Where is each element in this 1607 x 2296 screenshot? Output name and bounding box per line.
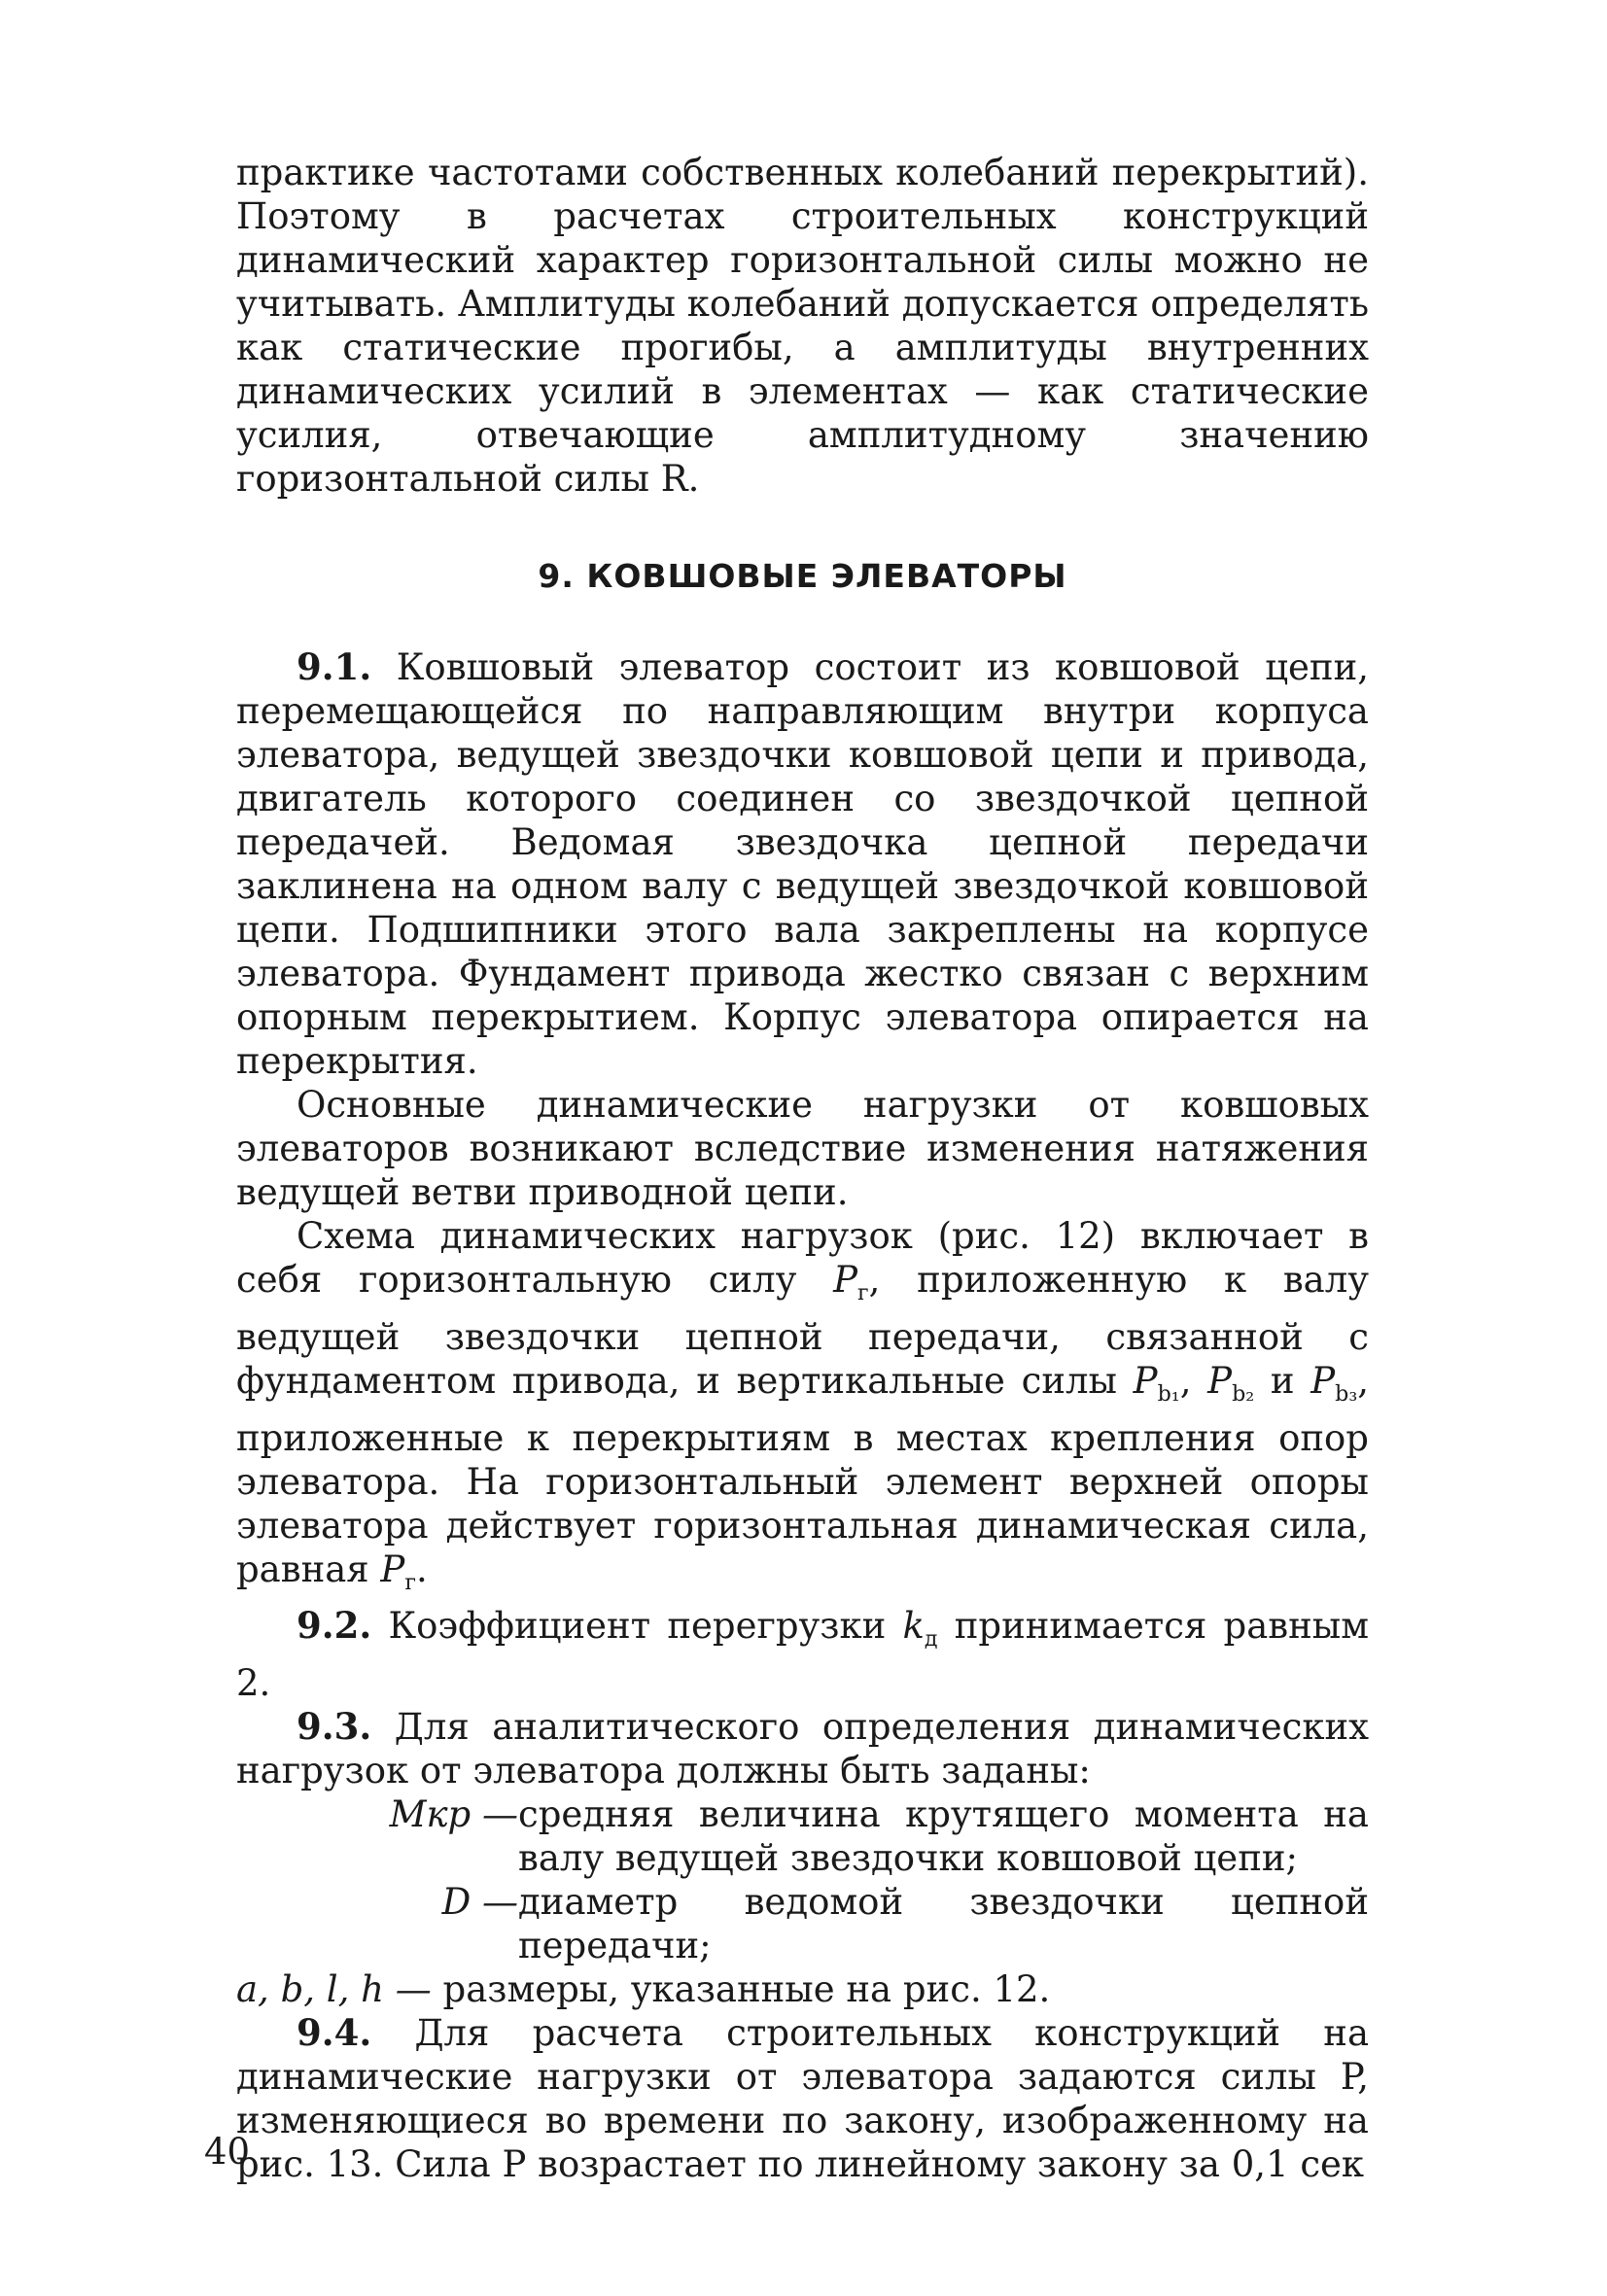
- symbol-P: P: [1310, 1359, 1336, 1402]
- symbol-P: P: [1207, 1359, 1233, 1402]
- paragraph-9-2: [236, 1604, 1369, 1705]
- clause-text: Ковшовый элеватор состоит из ковшовой цепи, перемещающейся по направляющим внутри корпуса элеватора, ведущей звездочки ковшовой цепи и привода, двигатель которого соединен со звездочкой цепной передачей. Ведомая звездочка цепной передачи заклинена на одном валу с ведущей звездочкой ковшовой цепи. Подшипники этого вала закреплены на корпусе элеватора. Фундамент привода жестко связан с верхним опорным перекрытием. Корпус элеватора опирается на перекрытия.: [236, 646, 1369, 1082]
- definition-term: a, b, l, h —: [236, 1968, 432, 2011]
- page-body: [236, 151, 1369, 2186]
- paragraph-scheme: [236, 1214, 1369, 1604]
- subscript-b2: b₂: [1232, 1380, 1255, 1407]
- subscript-b3: b₃: [1335, 1380, 1358, 1407]
- definition-term: Мкр —: [389, 1793, 518, 1836]
- intro-paragraph: практике частотами собственных колебаний перекрытий). Поэтому в расчетах строительных конструкций динамический характер горизонтальной силы можно не учитывать. Амплитуды колебаний допускается определять как статические прогибы, а амплитуды внутренних динамических усилий в элементах — как статические усилия, отвечающие амплитудному значению горизонтальной силы R.: [236, 152, 1369, 500]
- paragraph-9-3: [236, 1705, 1369, 1792]
- definition-item: [236, 1792, 1369, 1880]
- symbol-P: P: [380, 1548, 405, 1590]
- scheme-end: .: [415, 1548, 428, 1590]
- definition-text: размеры, указанные на рис. 12.: [442, 1968, 1051, 2011]
- scheme-text-b: , приложенную к валу ведущей звездочки цепной передачи, связанной с фундаментом привода, и вертикальные силы: [236, 1259, 1370, 1402]
- clause-number: 9.3.: [297, 1705, 372, 1749]
- subscript-b1: b₁: [1157, 1380, 1180, 1407]
- paragraph-9-1: [236, 645, 1369, 1083]
- definition-text: диаметр ведомой звездочки цепной передачи;: [518, 1881, 1369, 1967]
- scheme-text-a: Схема динамических нагрузок (рис. 12) включает в себя горизонтальную силу: [236, 1215, 1369, 1301]
- page-number: 40: [204, 2131, 251, 2173]
- subscript-g: г: [857, 1279, 869, 1305]
- paragraph-loads: Основные динамические нагрузки от ковшовых элеваторов возникают вследствие изменения натяжения ведущей ветви приводной цепи.: [236, 1084, 1369, 1213]
- subscript-d: д: [924, 1626, 938, 1652]
- symbol-P: P: [833, 1259, 858, 1301]
- clause-text: Для аналитического определения динамических нагрузок от элеватора должны быть заданы:: [236, 1706, 1369, 1792]
- section-heading: 9. КОВШОВЫЕ ЭЛЕВАТОРЫ: [538, 557, 1067, 595]
- definition-term: D —: [441, 1881, 518, 1924]
- definition-item: [236, 1967, 1369, 2011]
- clause-number: 9.1.: [297, 645, 372, 688]
- scheme-text-c: , приложенные к перекрытиям в местах крепления опор элеватора. На горизонтальный элемент верхней опоры элеватора действует горизонтальная динамическая сила, равная: [236, 1359, 1370, 1590]
- clause-text-b: принимается равным 2.: [236, 1605, 1369, 1705]
- definition-text: средняя величина крутящего момента на валу ведущей звездочки ковшовой цепи;: [518, 1793, 1369, 1880]
- symbol-k: k: [902, 1605, 925, 1648]
- separator: ,: [1179, 1359, 1208, 1402]
- subscript-g: г: [404, 1569, 416, 1595]
- paragraph-9-4: [236, 2011, 1369, 2186]
- clause-number: 9.4.: [297, 2011, 372, 2055]
- symbol-P: P: [1133, 1359, 1158, 1402]
- clause-number: 9.2.: [297, 1604, 372, 1648]
- clause-text: Для расчета строительных конструкций на динамические нагрузки от элеватора задаются силы P, изменяющиеся во времени по закону, изображенному на рис. 13. Сила P возрастает по линейному закону за 0,1 сек: [236, 2012, 1370, 2186]
- definition-item: [236, 1880, 1369, 1967]
- definitions-list: [236, 1792, 1369, 2011]
- conjunction: и: [1254, 1359, 1311, 1402]
- clause-text-a: Коэффициент перегрузки: [388, 1605, 903, 1648]
